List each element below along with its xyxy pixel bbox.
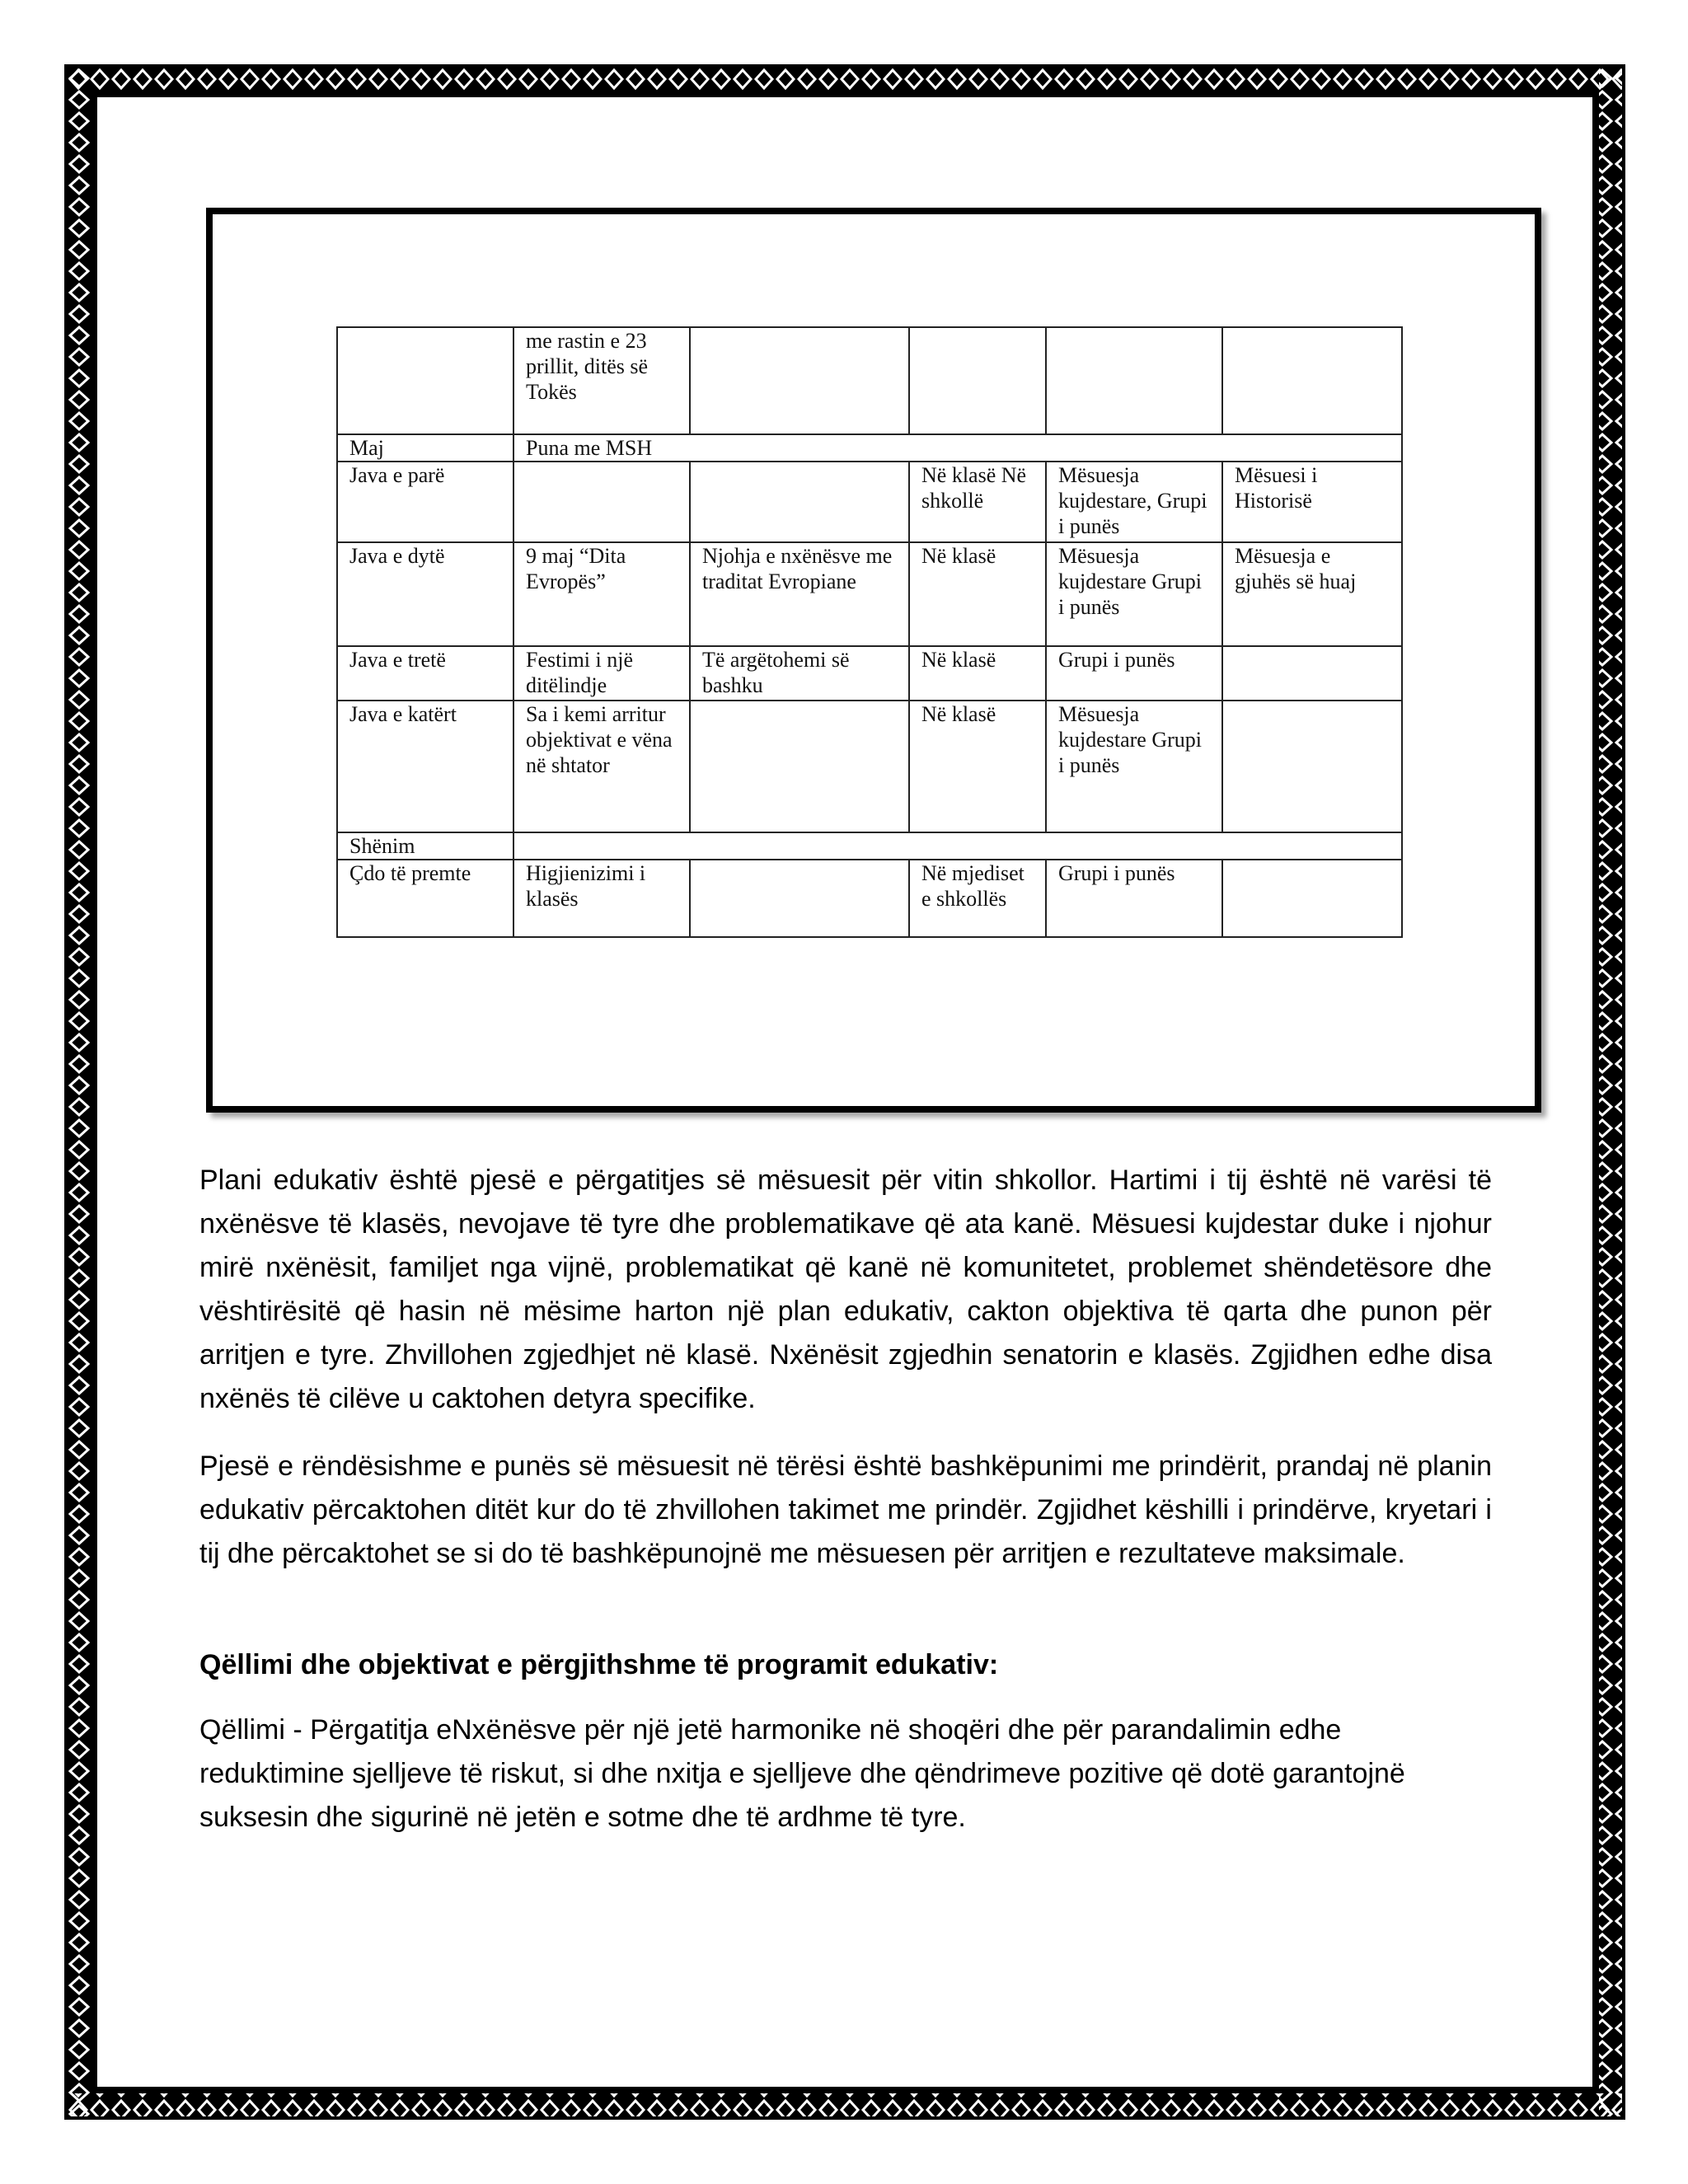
table-cell: Mësuesja e gjuhës së huaj — [1222, 542, 1402, 646]
table-cell: Të argëtohemi së bashku — [690, 646, 909, 701]
table-cell: Mësuesja kujdestare, Grupi i punës — [1046, 462, 1222, 542]
table-cell: Java e parë — [337, 462, 513, 542]
table-cell: Puna me MSH — [513, 434, 1402, 462]
table-cell: Mësuesja kujdestare Grupi i punës — [1046, 542, 1222, 646]
table-cell: Maj — [337, 434, 513, 462]
table-cell — [513, 832, 1402, 860]
table-cell: 9 maj “Dita Evropës” — [513, 542, 690, 646]
table-row — [337, 434, 1402, 462]
table-cell: me rastin e 23 prillit, ditës së Tokës — [513, 327, 690, 434]
table-cell: Çdo të premte — [337, 860, 513, 937]
table-cell: Në klasë — [909, 701, 1046, 832]
table-image-frame — [206, 208, 1541, 1113]
section-heading: Qëllimi dhe objektivat e përgjithshme të programit edukativ: — [199, 1649, 999, 1680]
table-cell: Në klasë Në shkollë — [909, 462, 1046, 542]
table-cell: Në klasë — [909, 542, 1046, 646]
table-row — [337, 701, 1402, 832]
paragraph-bashkepunimi: Pjesë e rëndësishme e punës së mësuesit në tërësi është bashkëpunimi me prindërit, prandaj në planin edukativ përcaktohen ditët kur do të zhvillohen takimet me prindër. Zgjidhet këshilli i prindërve, kryetari i tij dhe përcaktohet se si do të bashkëpunojnë me mësuesen për arritjen e rezultateve maksimale. — [199, 1451, 1492, 1569]
table-cell: Shënim — [337, 832, 513, 860]
table-cell: Mësuesja kujdestare Grupi i punës — [1046, 701, 1222, 832]
table-cell: Java e dytë — [337, 542, 513, 646]
table-cell — [1222, 701, 1402, 832]
table-cell: Festimi i një ditëlindje — [513, 646, 690, 701]
table-cell — [513, 462, 690, 542]
table-row — [337, 860, 1402, 937]
table-cell: Higjienizimi i klasës — [513, 860, 690, 937]
table-cell — [690, 327, 909, 434]
table-cell: Në mjediset e shkollës — [909, 860, 1046, 937]
table-cell — [1222, 646, 1402, 701]
table-cell: Grupi i punës — [1046, 646, 1222, 701]
table-row — [337, 542, 1402, 646]
table-cell: Java e tretë — [337, 646, 513, 701]
schedule-table — [336, 326, 1403, 938]
table-row — [337, 832, 1402, 860]
table-cell: Sa i kemi arritur objektivat e vëna në shtator — [513, 701, 690, 832]
table-cell: Grupi i punës — [1046, 860, 1222, 937]
table-cell — [690, 701, 909, 832]
table-cell: Njohja e nxënësve me traditat Evropiane — [690, 542, 909, 646]
table-cell: Në klasë — [909, 646, 1046, 701]
table-cell — [1222, 327, 1402, 434]
table-cell — [690, 462, 909, 542]
table-row — [337, 327, 1402, 434]
table-row — [337, 462, 1402, 542]
table-cell — [909, 327, 1046, 434]
table-row — [337, 646, 1402, 701]
table-cell: Java e katërt — [337, 701, 513, 832]
table-cell — [690, 860, 909, 937]
paragraph-qellimi: Qëllimi - Përgatitja eNxënësve për një jetë harmonike në shoqëri dhe për parandalimin edhe reduktimine sjelljeve të riskut, si dhe nxitja e sjelljeve dhe qëndrimeve pozitive që dotë garantojnë suksesin dhe sigurinë në jetën e sotme dhe të ardhme të tyre. — [199, 1714, 1405, 1833]
table-cell: Mësuesi i Historisë — [1222, 462, 1402, 542]
table-cell — [1222, 860, 1402, 937]
table-cell — [1046, 327, 1222, 434]
table-cell — [337, 327, 513, 434]
paragraph-plani-edukativ: Plani edukativ është pjesë e përgatitjes së mësuesit për vitin shkollor. Hartimi i tij është në varësi të nxënësve të klasës, nevojave të tyre dhe problematikave që ata kanë. Mësuesi kujdestar duke i njohur mirë nxënësit, familjet nga vijnë, problematikat që kanë në komunitetet, problemet shëndetësore dhe vështirësitë që hasin në mësime harton një plan edukativ, cakton objektiva të qarta dhe punon për arritjen e tyre. Zhvillohen zgjedhjet në klasë. Nxënësit zgjedhin senatorin e klasës. Zgjidhen edhe disa nxënës të cilëve u caktohen detyra specifike. — [199, 1165, 1492, 1414]
